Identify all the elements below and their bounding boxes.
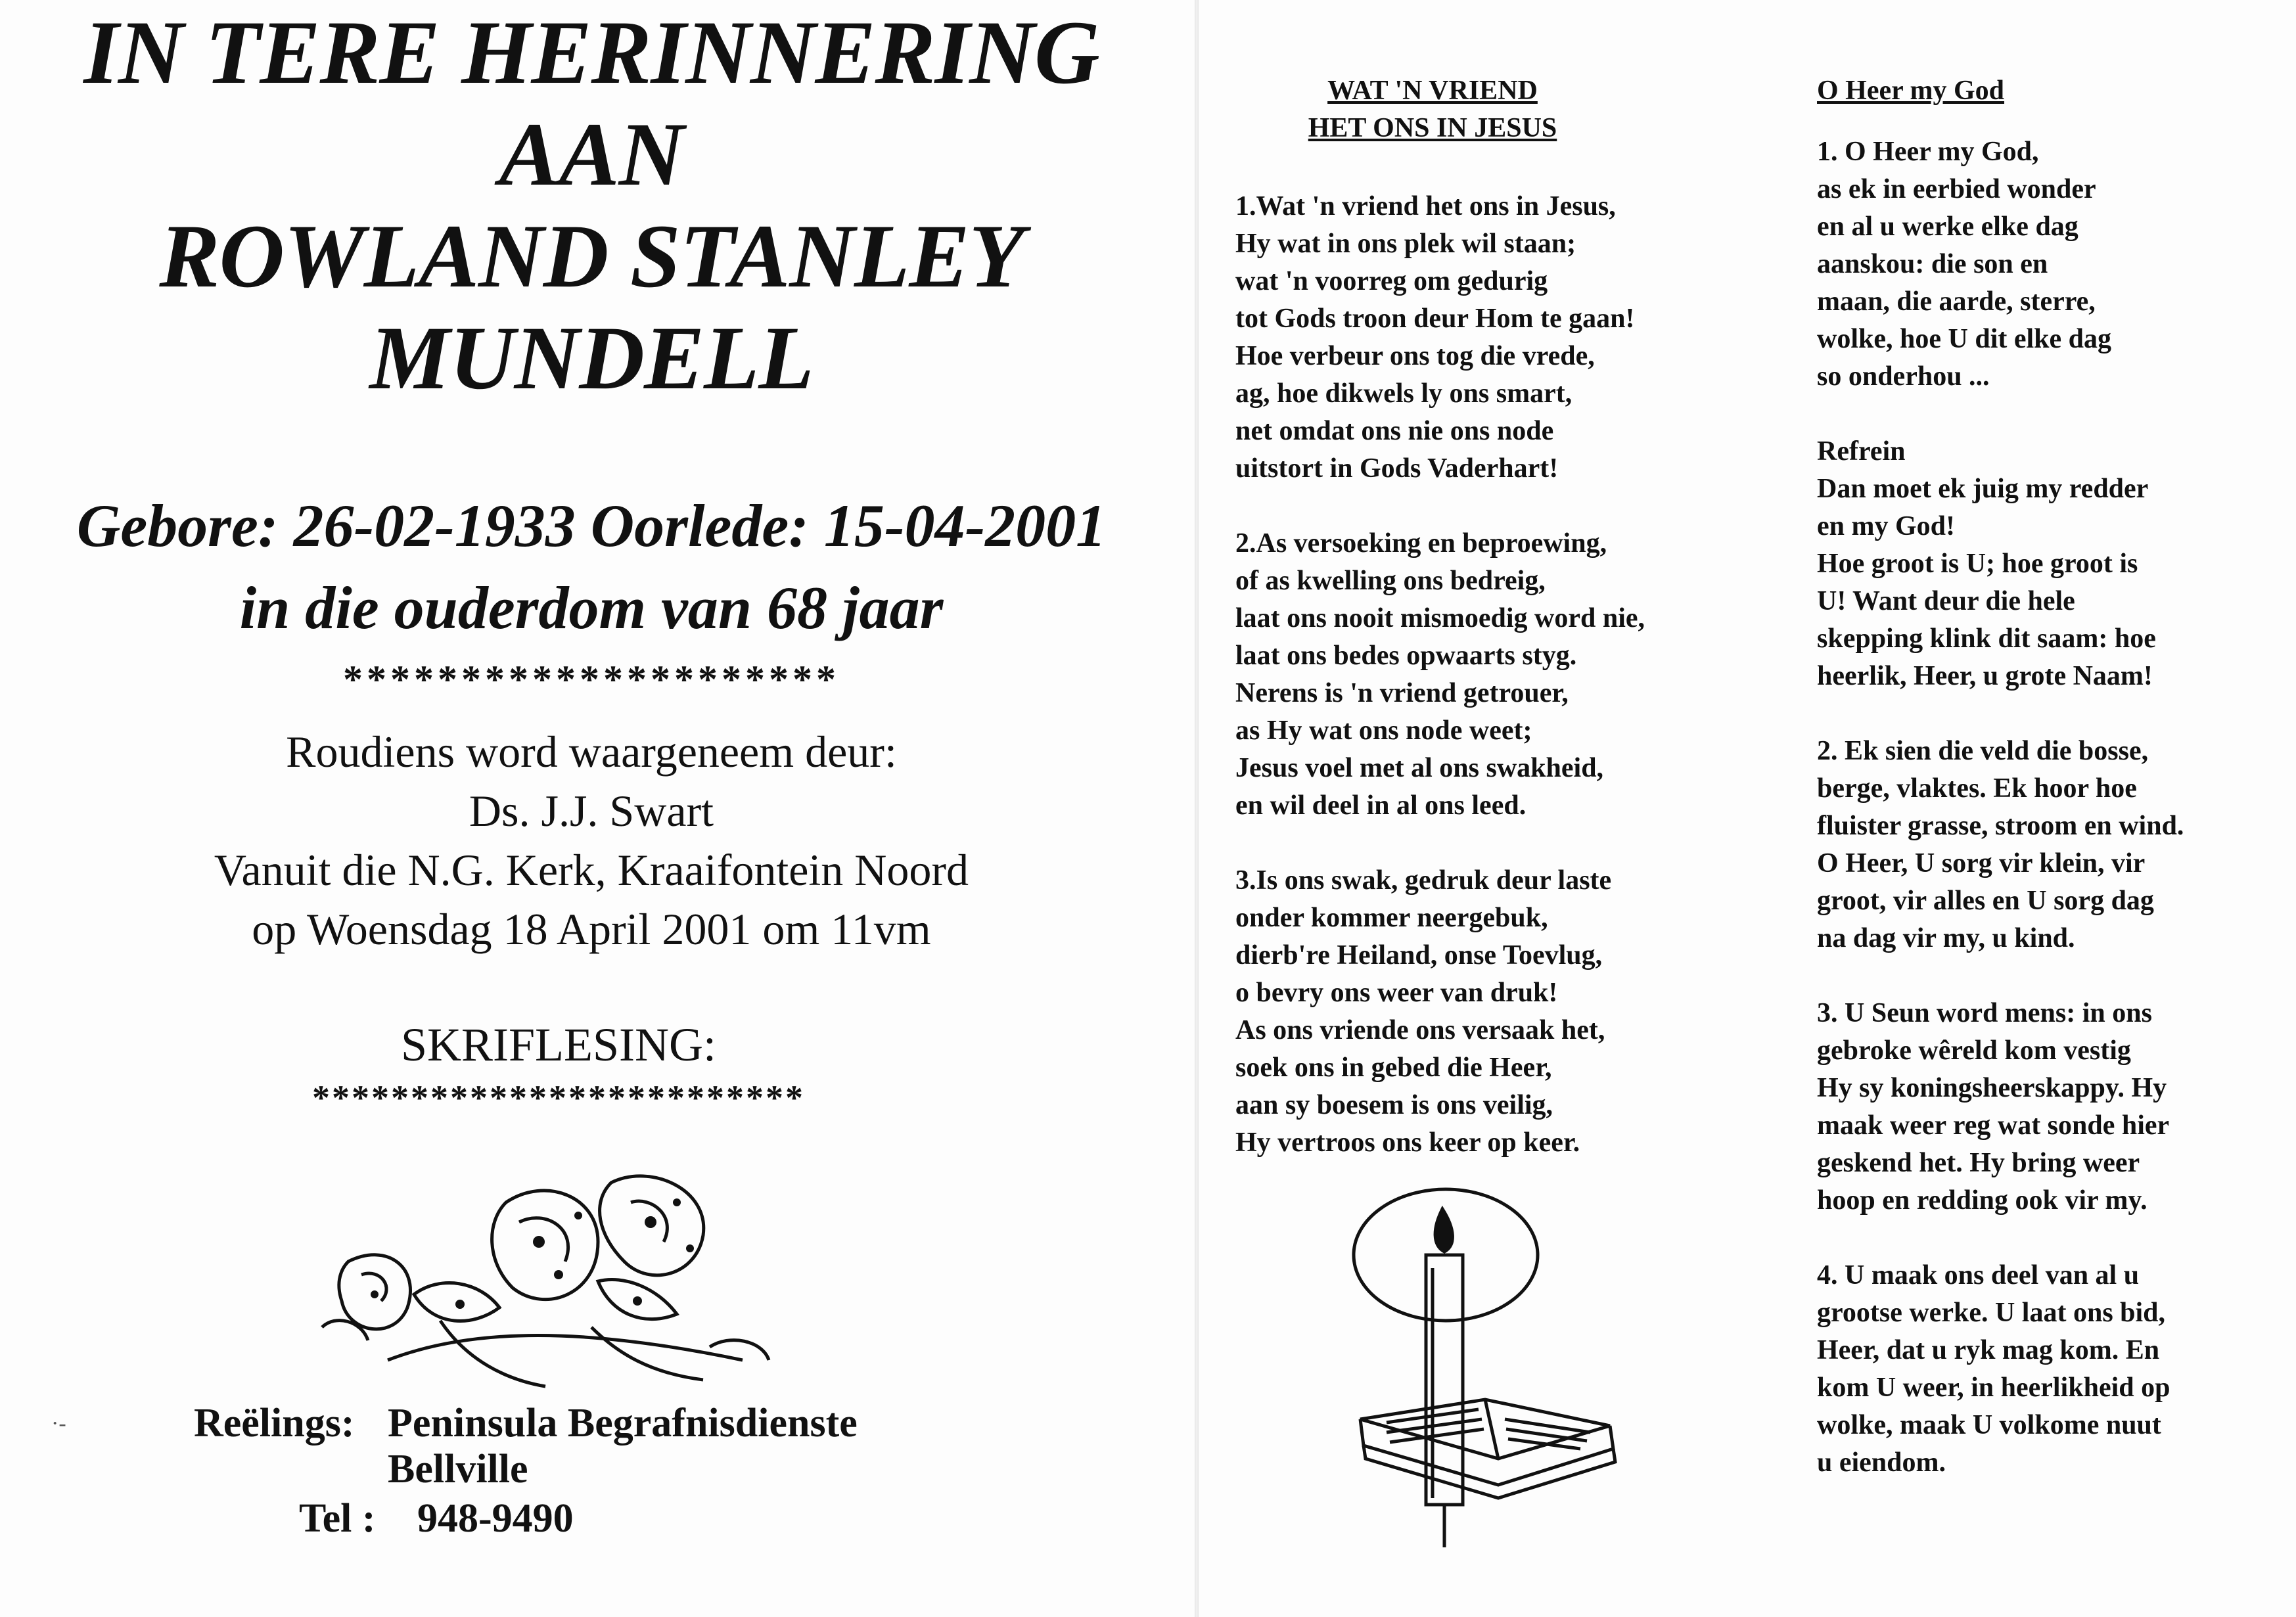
hymn1-line: soek ons in gebed die Heer, — [1235, 1053, 1552, 1083]
hymn1-line: o bevry ons weer van druk! — [1235, 978, 1558, 1008]
service-datetime: op Woensdag 18 April 2001 om 11vm — [252, 904, 931, 954]
hymn2-line: maan, die aarde, sterre, — [1817, 286, 2096, 317]
hymn1-line: 1.Wat 'n vriend het ons in Jesus, — [1235, 191, 1616, 221]
hymn2-line: 3. U Seun word mens: in ons — [1817, 998, 2152, 1028]
service-minister: Ds. J.J. Swart — [469, 786, 714, 836]
hymn2-line: geskend het. Hy bring weer — [1817, 1148, 2140, 1178]
hymn2-line: maak weer reg wat sonde hier — [1817, 1110, 2170, 1141]
title-line-3: ROWLAND STANLEY — [159, 206, 1024, 306]
hymn2-line: wolke, maak U volkome nuut — [1817, 1410, 2161, 1440]
hymn1-line: dierb're Heiland, onse Toevlug, — [1235, 940, 1603, 970]
hymn-o-lord-my-god — [1817, 72, 2277, 1482]
candle-and-bible-illustration — [1334, 1183, 1649, 1557]
hymn2-stanza-gap — [1817, 957, 2277, 995]
hymn2-line: so onderhou ... — [1817, 361, 1990, 392]
hymn1-line: 3.Is ons swak, gedruk deur laste — [1235, 865, 1612, 896]
page-fold — [1195, 0, 1199, 1617]
birth-death-dates: Gebore: 26-02-1933 Oorlede: 15-04-2001 — [76, 492, 1107, 559]
hymn2-line: Heer, dat u ryk mag kom. En — [1817, 1335, 2160, 1365]
scan-speck: ·- — [51, 1411, 66, 1436]
hymn1-line: Jesus voel met al ons swakheid, — [1235, 753, 1604, 783]
hymn2-line: groot, vir alles en U sorg dag — [1817, 886, 2154, 916]
hymn1-line: as Hy wat ons node weet; — [1235, 716, 1532, 746]
hymn2-line: wolke, hoe U dit elke dag — [1817, 324, 2112, 354]
hymn2-line: Hy sy koningsheerskappy. Hy — [1817, 1073, 2167, 1103]
hymn2-line: U! Want deur die hele — [1817, 586, 2075, 616]
hymn2-line: O Heer, U sorg vir klein, vir — [1817, 848, 2146, 878]
hymn1-title-line-1: WAT 'N VRIEND — [1327, 76, 1538, 106]
hymn2-line: 1. O Heer my God, — [1817, 137, 2039, 167]
tel-label: Tel : — [299, 1496, 376, 1541]
hymn2-line: grootse werke. U laat ons bid, — [1817, 1298, 2166, 1328]
stars-divider-2: ************************* — [312, 1078, 805, 1118]
hymn2-stanza-gap — [1817, 695, 2277, 733]
hymn2-line: Dan moet ek juig my redder — [1817, 474, 2149, 504]
service-line-1: Roudiens word waargeneem deur: — [286, 727, 897, 777]
tel-number: 948-9490 — [417, 1496, 574, 1541]
hymn2-line: as ek in eerbied wonder — [1817, 174, 2096, 204]
title-line-2: AAN — [499, 104, 684, 204]
hymn1-line: Nerens is 'n vriend getrouer, — [1235, 678, 1569, 708]
hymn2-line: Refrein — [1817, 436, 1906, 467]
hymn2-line: berge, vlaktes. Ek hoor hoe — [1817, 773, 2137, 804]
roses-illustration — [309, 1163, 782, 1400]
hymn1-title-line-2: HET ONS IN JESUS — [1308, 113, 1557, 143]
hymn-what-a-friend — [1235, 72, 1645, 1162]
hymn2-line: kom U weer, in heerlikheid op — [1817, 1373, 2170, 1403]
hymn1-line: Hoe verbeur ons tog die vrede, — [1235, 341, 1595, 371]
stars-divider-1: ********************* — [343, 658, 840, 701]
hymn1-line: of as kwelling ons bedreig, — [1235, 566, 1546, 596]
hymn1-line: Hy vertroos ons keer op keer. — [1235, 1127, 1580, 1158]
hymn1-verses — [1235, 188, 1645, 1162]
hymn1-line: aan sy boesem is ons veilig, — [1235, 1090, 1553, 1120]
arrangements-label: Reëlings: — [194, 1401, 355, 1446]
service-church: Vanuit die N.G. Kerk, Kraaifontein Noord — [214, 845, 969, 895]
hymn2-line: Hoe groot is U; hoe groot is — [1817, 549, 2138, 579]
hymn1-stanza-gap — [1235, 825, 1630, 862]
hymn1-line: onder kommer neergebuk, — [1235, 903, 1548, 933]
arrangements-name: Peninsula Begrafnisdienste — [388, 1401, 858, 1446]
hymn2-line: aanskou: die son en — [1817, 249, 2048, 279]
hymn1-line: en wil deel in al ons leed. — [1235, 790, 1527, 821]
hymn1-line: wat 'n voorreg om gedurig — [1235, 266, 1548, 296]
arrangements-town: Bellville — [388, 1447, 528, 1492]
hymn2-line: skepping klink dit saam: hoe — [1817, 624, 2156, 654]
hymn2-line: gebroke wêreld kom vestig — [1817, 1036, 2131, 1066]
hymn1-line: net omdat ons nie ons node — [1235, 416, 1554, 446]
hymn2-line: heerlik, Heer, u grote Naam! — [1817, 661, 2153, 691]
hymn1-line: As ons vriende ons versaak het, — [1235, 1015, 1605, 1045]
hymn1-line: laat ons bedes opwaarts styg. — [1235, 641, 1577, 671]
title-line-1: IN TERE HERINNERING — [83, 2, 1099, 102]
hymn2-line: u eiendom. — [1817, 1447, 1946, 1478]
title-line-4: MUNDELL — [369, 307, 814, 408]
hymn2-line: fluister grasse, stroom en wind. — [1817, 811, 2184, 841]
hymn2-line: 2. Ek sien die veld die bosse, — [1817, 736, 2149, 766]
hymn2-stanza-gap — [1817, 396, 2277, 433]
hymn1-line: ag, hoe dikwels ly ons smart, — [1235, 378, 1573, 409]
hymn2-verses — [1817, 133, 2277, 1482]
hymn2-stanza-gap — [1817, 1219, 2277, 1257]
hymn1-line: uitstort in Gods Vaderhart! — [1235, 453, 1559, 484]
hymn1-line: Hy wat in ons plek wil staan; — [1235, 229, 1576, 259]
hymn1-stanza-gap — [1235, 488, 1630, 525]
age-line: in die ouderdom van 68 jaar — [239, 574, 944, 641]
hymn2-line: en al u werke elke dag — [1817, 212, 2078, 242]
hymn2-line: hoop en redding ook vir my. — [1817, 1185, 2147, 1216]
reading-title: SKRIFLESING: — [400, 1018, 717, 1071]
hymn2-line: na dag vir my, u kind. — [1817, 923, 2075, 953]
hymn1-line: tot Gods troon deur Hom te gaan! — [1235, 304, 1635, 334]
hymn2-title: O Heer my God — [1817, 76, 2005, 106]
hymn1-line: laat ons nooit mismoedig word nie, — [1235, 603, 1645, 633]
hymn1-line: 2.As versoeking en beproewing, — [1235, 528, 1607, 558]
hymn2-line: 4. U maak ons deel van al u — [1817, 1260, 2140, 1290]
hymn2-line: en my God! — [1817, 511, 1955, 541]
